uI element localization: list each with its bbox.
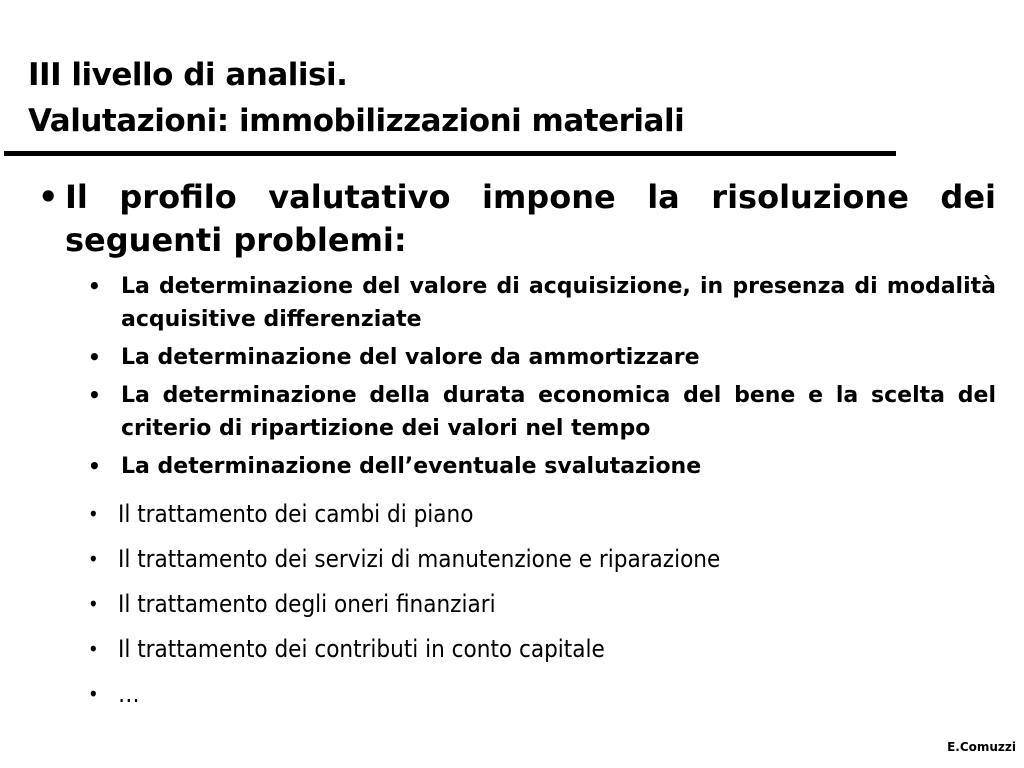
bullet-icon: • bbox=[88, 274, 101, 298]
sub-bullet-text: La determinazione dell’eventuale svalutazione bbox=[121, 454, 702, 479]
bullet-icon: • bbox=[88, 502, 99, 526]
bullet-icon: • bbox=[88, 547, 99, 571]
plain-bullet-text: Il trattamento degli oneri finanziari bbox=[118, 590, 496, 618]
sub-bullet-text: La determinazione della durata economica del bene e la scelta del criterio di ripartizione dei valori nel tempo bbox=[121, 383, 996, 441]
main-bullet-text: Il profilo valutativo impone la risoluzione dei seguenti problemi: bbox=[65, 178, 996, 259]
slide-body bbox=[38, 176, 996, 724]
plain-bullet-item bbox=[88, 634, 996, 664]
sub-bullet-text: La determinazione del valore da ammortizzare bbox=[121, 345, 700, 370]
bullet-icon: • bbox=[88, 345, 101, 369]
sub-bullet-item bbox=[88, 379, 996, 445]
author-footer: E.Comuzzi bbox=[947, 740, 1016, 754]
bullet-icon: • bbox=[38, 178, 59, 216]
plain-bullet-list bbox=[88, 499, 996, 709]
sub-bullet-item bbox=[88, 450, 996, 483]
bullet-icon: • bbox=[88, 592, 99, 616]
bullet-icon: • bbox=[88, 682, 99, 706]
sub-bullet-list bbox=[88, 270, 996, 483]
plain-bullet-text: Il trattamento dei servizi di manutenzione e riparazione bbox=[118, 545, 721, 573]
bullet-icon: • bbox=[88, 454, 101, 478]
plain-bullet-text: Il trattamento dei cambi di piano bbox=[118, 500, 474, 528]
main-bullet-item bbox=[38, 176, 996, 262]
title-divider bbox=[4, 151, 896, 156]
sub-bullet-text: La determinazione del valore di acquisizione, in presenza di modalità acquisitive differenziate bbox=[121, 274, 996, 332]
plain-bullet-text: Il trattamento dei contributi in conto capitale bbox=[118, 635, 605, 663]
bullet-icon: • bbox=[88, 637, 99, 661]
sub-bullet-item bbox=[88, 341, 996, 374]
plain-bullet-text: … bbox=[118, 680, 140, 708]
title-line-1: III livello di analisi. bbox=[28, 57, 348, 93]
plain-bullet-item bbox=[88, 499, 996, 529]
plain-bullet-item bbox=[88, 589, 996, 619]
bullet-icon: • bbox=[88, 383, 101, 407]
sub-bullet-item bbox=[88, 270, 996, 336]
plain-bullet-item bbox=[88, 679, 996, 709]
plain-bullet-item bbox=[88, 544, 996, 574]
title-line-2: Valutazioni: immobilizzazioni materiali bbox=[28, 103, 685, 139]
slide-title bbox=[28, 52, 684, 144]
